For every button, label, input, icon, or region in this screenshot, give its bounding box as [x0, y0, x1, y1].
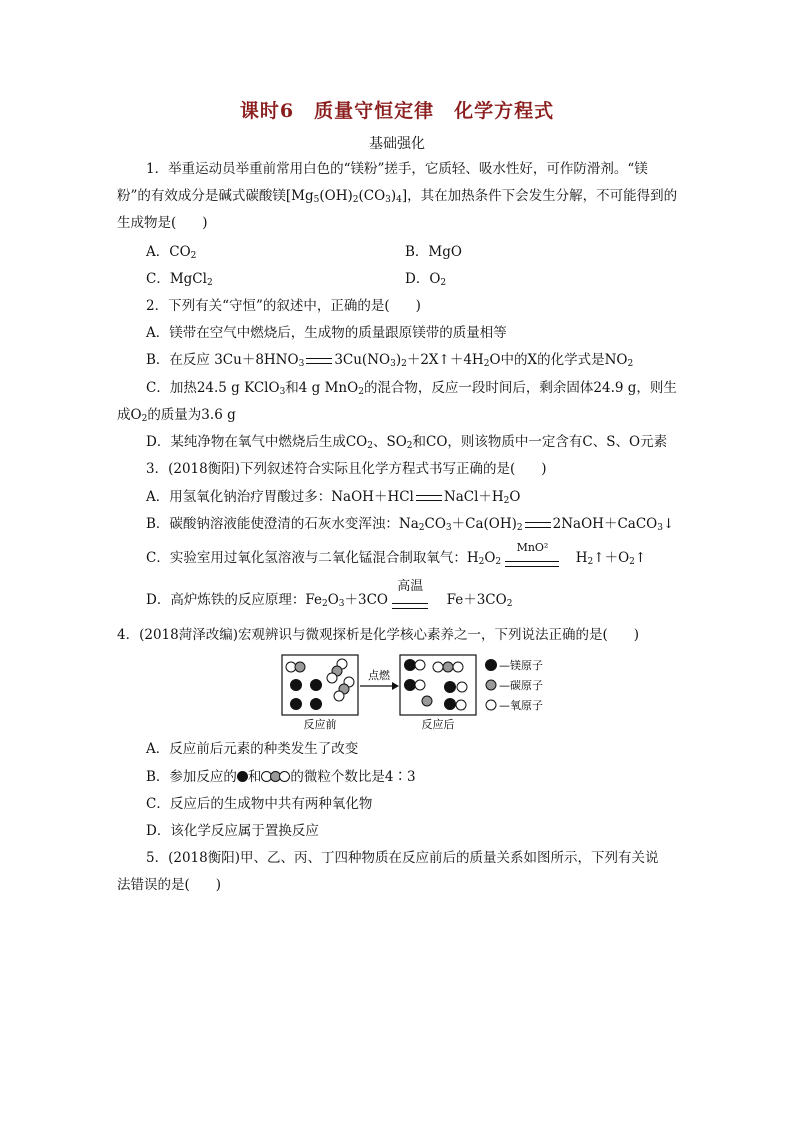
ignite-label: 点燃: [368, 669, 390, 682]
q4-option-c: C．反应后的生成物中共有两种氧化物: [146, 796, 373, 812]
oxygen-atom: [433, 662, 443, 672]
q2-option-b: B．在反应 $3Cu+8HNO_3$ $3Cu(NO_3)_2+2X↑+4H_2O$中的X的化学式是$NO_2$: [146, 352, 634, 369]
q2-option-d: D．某纯净物在氧气中燃烧后生成$CO_2$、$SO_2$和CO，则该物质中一定含有C、S、O元素: [146, 434, 668, 451]
q4-stem: 4．(2018菏泽改编)宏观辨识与微观探析是化学核心素养之一，下列说法正确的是( ): [117, 627, 640, 643]
q2-stem: 2．下列有关“守恒”的叙述中，正确的是( ): [146, 298, 421, 314]
q4-option-b: B．参加反应的 和 的微粒个数比是4∶3: [146, 769, 416, 785]
q1-option-c: C．MgCl$_2$: [146, 271, 213, 288]
arrow-head: [392, 682, 399, 690]
legend-carbon: —碳原子: [499, 679, 543, 692]
q5-line-2: 法错误的是( ): [117, 877, 222, 893]
magnesium-atom: [290, 698, 302, 710]
magnesium-atom-icon: [237, 771, 248, 782]
q3-option-d: D．高炉炼铁的反应原理：$Fe_2O_3+3CO$ 高温 $Fe+3CO_2$: [146, 579, 513, 609]
section-heading: 基础强化: [369, 136, 425, 152]
q4-option-a: A．反应前后元素的种类发生了改变: [146, 741, 359, 757]
magnesium-atom: [290, 679, 302, 691]
q1-option-d: D．$O_2$: [405, 271, 447, 288]
oxygen-atom: [334, 691, 344, 701]
catalyst-label: MnO²: [516, 541, 549, 554]
legend-magnesium-swatch: [485, 659, 497, 671]
co2-molecule-icon: [261, 769, 290, 785]
q1-line-2: 粉”的有效成分是碱式碳酸镁$[Mg_5(OH)_2(CO_3)_4]$，其在加热条件下会发生分解，不可能得到的: [117, 188, 678, 205]
oxygen-atom: [456, 700, 466, 710]
oxygen-atom: [415, 680, 425, 690]
carbon-atom: [295, 662, 305, 672]
q2-option-c: C．加热24.5 g KClO$_3$和4 g MnO$_2$的混合物，反应一段时间后，剩余固体24.9 g，则生: [146, 380, 677, 397]
carbon-atom: [422, 696, 432, 706]
magnesium-atom: [310, 679, 322, 691]
q2-option-c-cont: 成$O_2$的质量为3.6 g: [117, 407, 236, 424]
q1-option-a: A．$CO_2$: [146, 244, 197, 261]
magnesium-atom: [444, 681, 456, 693]
q1-line-1: 1．举重运动员举重前常用白色的“镁粉”搓手，它质轻、吸水性好，可作防滑剂。“镁: [146, 161, 648, 177]
magnesium-atom: [404, 679, 416, 691]
oxygen-atom: [457, 682, 467, 692]
q3-option-c: C．实验室用过氧化氢溶液与二氧化锰混合制取氧气：$H_2O_2$ MnO² $H_2↑+O_2↑$: [146, 541, 647, 567]
q1-line-3: 生成物是( ): [117, 215, 208, 231]
carbon-atom: [443, 662, 453, 672]
lesson-title: 课时6 质量守恒定律 化学方程式: [239, 100, 555, 122]
legend-oxygen-swatch: [486, 700, 496, 710]
high-temp-label: 高温: [397, 579, 424, 594]
legend-magnesium: —镁原子: [499, 659, 543, 672]
before-label: 反应前: [303, 718, 337, 731]
q3-option-b: B．碳酸钠溶液能使澄清的石灰水变浑浊：$Na_2CO_3+Ca(OH)_2$ 2NaOH＋CaCO$_3$↓: [146, 516, 675, 533]
oxygen-atom: [327, 673, 337, 683]
q1-option-b: B．MgO: [405, 244, 462, 260]
q4-option-d: D．该化学反应属于置换反应: [146, 823, 319, 839]
magnesium-atom: [444, 698, 456, 710]
oxygen-atom: [453, 662, 463, 672]
q3-option-a: A．用氢氧化钠治疗胃酸过多：NaOH＋HCl $NaCl+H_2O$: [146, 489, 521, 506]
legend-oxygen: —氧原子: [499, 699, 543, 712]
q5-line-1: 5．(2018衡阳)甲、乙、丙、丁四种物质在反应前后的质量关系如图所示，下列有关说: [146, 850, 659, 866]
magnesium-atom: [404, 659, 416, 671]
reaction-diagram-svg: [280, 652, 580, 734]
legend-carbon-swatch: [486, 680, 496, 690]
oxygen-atom: [415, 660, 425, 670]
reaction-diagram: [280, 652, 580, 738]
q2-option-a: A．镁带在空气中燃烧后，生成物的质量跟原镁带的质量相等: [146, 325, 507, 341]
magnesium-atom: [310, 698, 322, 710]
q3-stem: 3．(2018衡阳)下列叙述符合实际且化学方程式书写正确的是( ): [146, 461, 547, 477]
after-label: 反应后: [421, 718, 455, 731]
